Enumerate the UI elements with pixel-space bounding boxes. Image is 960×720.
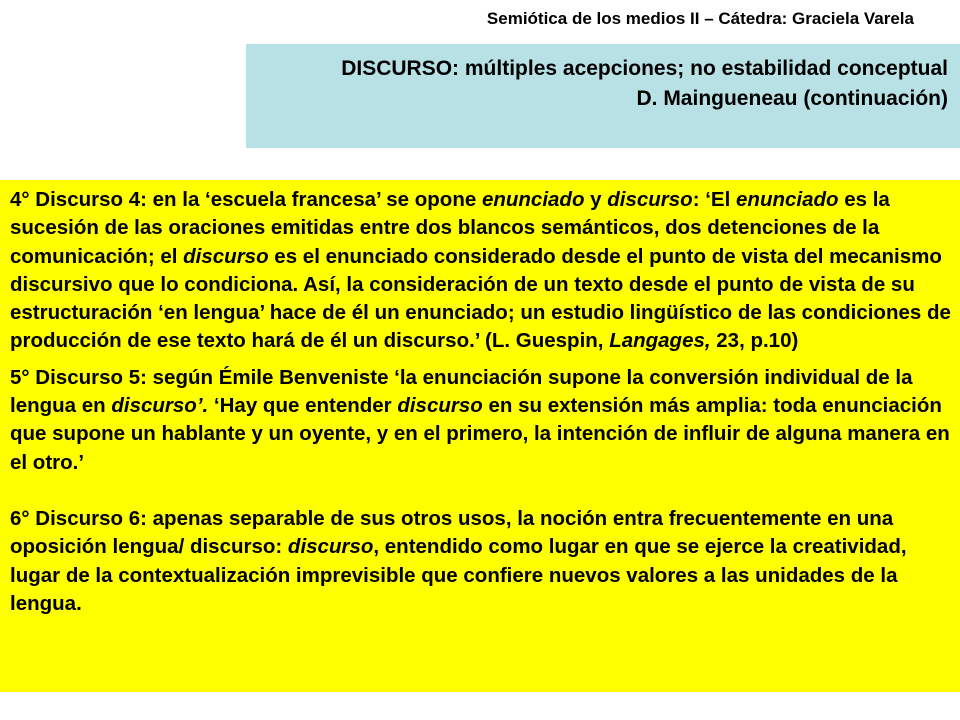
italic-term: discurso’. (111, 394, 209, 418)
italic-term: discurso (397, 394, 483, 418)
italic-term: enunciado (736, 188, 839, 211)
course-header: Semiótica de los medios II – Cátedra: Graciela Varela (486, 9, 914, 28)
text-segment: es la sucesión de las oraciones emitidas entre dos blancos semánticos, dos detenciones de la comunicación; el (10, 188, 890, 268)
italic-term: Langages, (609, 329, 711, 353)
text-segment: y (584, 188, 608, 211)
text-segment: 23, p.10) (710, 329, 799, 353)
text-segment: es el enunciado considerado desde el punto de vista del mecanismo discursivo que lo condiciona. Así, la consideración de un texto desde el punto de vista de su estructuración ‘en lengua’ hace de él un enunciado; un estudio lingüístico de las condiciones de producción de ese texto hará de él un discurso.’ (L. Guespin, (10, 244, 951, 353)
italic-term: discurso (287, 535, 374, 559)
slide-title-box (246, 44, 960, 148)
italic-term: discurso (607, 188, 693, 211)
italic-term: discurso (183, 244, 269, 268)
text-segment: en su extensión más amplia: toda enunciación que supone un hablante y un oyente, y en el primero, la intención de influir de alguna manera en el otro.’ (10, 394, 950, 474)
content-box (0, 180, 960, 692)
paragraph-discurso-4 (10, 186, 954, 356)
text-segment: , entendido como lugar en que se ejerce la creatividad, lugar de la contextualización imprevisible que confiere nuevos valores a las unidades de la lengua. (10, 535, 907, 615)
slide-title: DISCURSO: múltiples acepciones; no estabilidad conceptual (341, 57, 948, 80)
text-segment: ‘Hay que entender (208, 394, 398, 418)
paragraph-discurso-6 (10, 505, 954, 618)
paragraph-discurso-5 (10, 364, 954, 477)
slide-subtitle: D. Maingueneau (continuación) (636, 87, 948, 110)
text-segment: : ‘El (692, 188, 737, 211)
text-segment: 4° Discurso 4: en la ‘escuela francesa’ se opone (10, 188, 482, 211)
italic-term: enunciado (481, 188, 585, 211)
text-segment: 6° Discurso 6: apenas separable de sus otros usos, la noción entra frecuentemente en una oposición lengua/ discurso: (10, 506, 894, 559)
text-segment: 5° Discurso 5: según Émile Benveniste ‘la enunciación supone la conversión individual de la lengua en (10, 365, 913, 418)
